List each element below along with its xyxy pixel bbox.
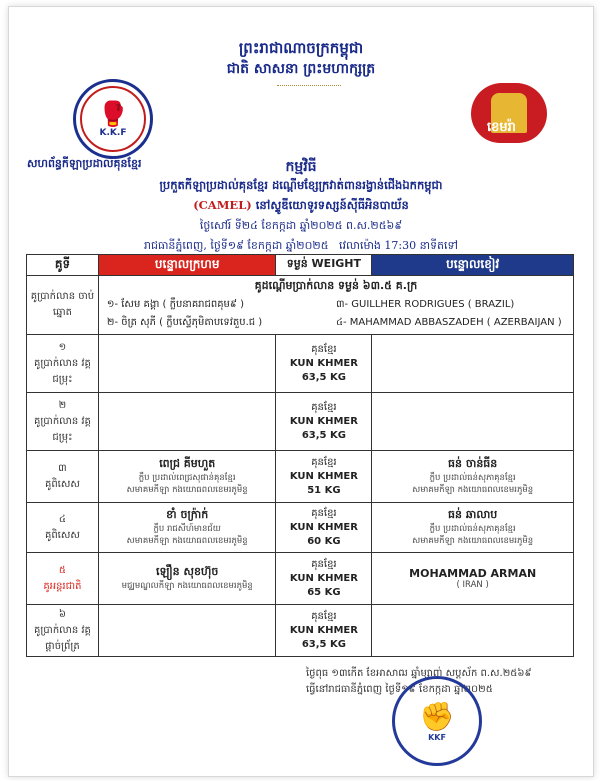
bout-label xyxy=(27,503,99,553)
kingdom-title: ព្រះរាជាណាចក្រកម្ពុជា xyxy=(238,39,364,57)
ornament-divider xyxy=(277,85,341,87)
weight-value: 63,5 KG xyxy=(301,371,346,383)
weight-class xyxy=(276,503,372,553)
weight-class xyxy=(276,553,372,605)
tournament-title: គូដណ្ដើមប្រាក់លាន ទម្ងន់ ៦៣.៥ គ.ក្រ xyxy=(254,279,418,292)
logo-ring xyxy=(80,86,146,152)
bout-type: គូពិសេស xyxy=(44,478,80,490)
weight-line-km: គុនខ្មែរ xyxy=(311,507,337,519)
fighter-name: ធន់ ឆាលាប xyxy=(448,507,498,521)
fighter-club: ក្លឹប ប្រដាល់ធន់សុភាគុនខ្មែរ xyxy=(429,523,516,534)
table-header-row xyxy=(27,255,574,276)
bout-label xyxy=(27,393,99,451)
header-blue-corner: បន្ទោលខៀវ xyxy=(372,255,574,276)
bout-type: គូប្រាក់លាន វគ្គផ្ដាច់ព្រ័ត្រ xyxy=(33,624,91,652)
bout-label xyxy=(27,553,99,605)
fighter-org: សមាគមកីឡា កងយោធពលខេមរភូមិន្ទ xyxy=(412,484,534,495)
issue-place-date: រាជធានីភ្នំពេញ, ថ្ងៃទី១៩ ខែកក្កដា ឆ្នាំ២០២៥ xyxy=(143,239,329,252)
fighter-name: MOHAMMAD ARMAN xyxy=(409,567,537,580)
weight-class xyxy=(276,451,372,503)
signing-place-date: ធ្វើនៅរាជធានីភ្នំពេញ ថ្ងៃទី១៩ ខែកក្កដា ឆ្នាំ២០២៥ xyxy=(306,684,493,695)
camel-label: (CAMEL) xyxy=(193,198,252,212)
bout-number: ៦ xyxy=(58,608,66,620)
bout-type: គូប្រាក់លាន វគ្គជម្រុះ xyxy=(33,357,91,385)
fighter-name: ឡឿន សុខហ៊ុច xyxy=(155,564,219,578)
fighter-club: ក្លឹប ប្រដាល់ធន់សុភាគុនខ្មែរ xyxy=(429,472,516,483)
weight-class xyxy=(276,335,372,393)
boxer-figure-icon: 🥊 xyxy=(98,100,128,128)
blue-fighter xyxy=(372,605,574,657)
red-fighter xyxy=(98,451,276,503)
fighter-org: សមាគមកីឡា កងយោធពលខេមរភូមិន្ទ xyxy=(412,535,534,546)
temple-logo-text: ខេមរ៉ា xyxy=(487,120,516,135)
fighter-org: សមាគមកីឡា កងយោធពលខេមរភូមិន្ទ xyxy=(126,484,248,495)
stamp-abbr: KKF xyxy=(428,733,446,742)
weight-line-style: KUN KHMER xyxy=(289,470,358,482)
bout-type: គូអន្តរជាតិ xyxy=(43,580,82,592)
weight-value: 65 KG xyxy=(307,586,341,598)
header-pair: គូទី xyxy=(27,255,99,276)
bout-number: ៣ xyxy=(58,462,67,474)
lunar-date: ថ្ងៃពុធ ១៣កើត ខែអាសាឍ ឆ្នាំម្សាញ់ សប្តស័ក ព.ស.២៥៦៩ xyxy=(306,668,532,679)
tournament-fighters xyxy=(99,295,573,334)
fighter-club: ក្លឹប រាជសីហ៍មានជ័យ xyxy=(153,523,221,534)
event-date: ថ្ងៃសៅរ៍ ទី២៤ ខែកក្កដា ឆ្នាំ២០២៥ ព.ស.២៥៦៩ xyxy=(199,219,403,232)
fighter-name: ខាំ ចក្រ៉ាក់ xyxy=(166,507,209,521)
tournament-fighter: ៣- GUILLHER RODRIGUES ( BRAZIL) xyxy=(335,299,515,310)
table-row xyxy=(27,553,574,605)
tournament-label: គូប្រាក់លាន ចាប់ឆ្នោត xyxy=(27,276,99,335)
weight-line-km: គុនខ្មែរ xyxy=(311,558,337,570)
red-fighter xyxy=(98,553,276,605)
weight-value: 63,5 KG xyxy=(301,638,346,650)
federation-stamp xyxy=(392,676,482,766)
blue-fighter xyxy=(372,393,574,451)
weight-line-style: KUN KHMER xyxy=(289,624,358,636)
header-weight: ទម្ងន់ WEIGHT xyxy=(276,255,372,276)
bout-label xyxy=(27,451,99,503)
bout-label xyxy=(27,605,99,657)
bout-number: ២ xyxy=(58,399,67,411)
tournament-cell xyxy=(98,276,573,335)
tournament-fighter: ១- សែម គង្គា ( ក្លឹបនាគរាជពគុម៩ ) xyxy=(106,299,245,310)
red-fighter xyxy=(98,393,276,451)
start-time: វេលាម៉ោង 17:30 នាទីតទៅ xyxy=(339,239,459,252)
table-row xyxy=(27,335,574,393)
fighter-club: មជ្ឈមណ្ឌលកីឡា កងយោធពលខេមរភូមិន្ទ xyxy=(121,580,253,591)
bout-number: ៥ xyxy=(58,564,66,576)
red-fighter xyxy=(98,503,276,553)
venue-text: នៅស្ទូឌីយោទូរទស្សន៍ស៊ីធីអិនបាយ័ន xyxy=(251,198,409,212)
nation-motto: ជាតិ សាសនា ព្រះមហាក្សត្រ xyxy=(226,61,376,77)
tournament-fighter: ៤- MAHAMMAD ABBASZADEH ( AZERBAIJAN ) xyxy=(335,317,562,328)
bout-type: គូពិសេស xyxy=(44,529,80,541)
program-subtitle-1: ប្រកួតកីឡាប្រដាល់គុនខ្មែរ ដណ្ដើមខ្សែក្រវាត់ពានរង្វាន់ជើងឯកកម្ពុជា xyxy=(159,178,443,192)
federation-name: សហព័ន្ធកីឡាប្រដាល់គុនខ្មែរ xyxy=(27,157,142,170)
weight-line-km: គុនខ្មែរ xyxy=(311,456,337,468)
weight-class xyxy=(276,393,372,451)
weight-line-style: KUN KHMER xyxy=(289,357,358,369)
kkf-logo xyxy=(73,79,153,159)
weight-line-km: គុនខ្មែរ xyxy=(311,343,337,355)
bout-number: ១ xyxy=(58,341,67,353)
program-subtitle-2 xyxy=(9,198,593,215)
weight-value: 51 KG xyxy=(307,484,341,496)
fighter-name: ធន់ ចាន់ធីន xyxy=(448,456,498,470)
red-fighter xyxy=(98,335,276,393)
table-row xyxy=(27,503,574,553)
blue-fighter xyxy=(372,335,574,393)
fighter-org: សមាគមកីឡា កងយោធពលខេមរភូមិន្ទ xyxy=(126,535,248,546)
tournament-row xyxy=(27,276,574,335)
weight-class xyxy=(276,605,372,657)
fighter-club: ( IRAN ) xyxy=(456,580,489,590)
header-red-corner: បន្ទោលក្រហម xyxy=(98,255,276,276)
weight-line-km: គុនខ្មែរ xyxy=(311,610,337,622)
bout-label xyxy=(27,335,99,393)
event-place-time xyxy=(9,239,593,255)
weight-value: 63,5 KG xyxy=(301,429,346,441)
blue-fighter xyxy=(372,451,574,503)
fight-card-table xyxy=(26,254,574,657)
boxer-stamp-icon: ✊ xyxy=(419,700,455,733)
weight-value: 60 KG xyxy=(307,535,341,547)
blue-fighter xyxy=(372,553,574,605)
program-title: កម្មវិធី xyxy=(285,159,317,175)
blue-fighter xyxy=(372,503,574,553)
fighter-name: ពេជ្រ គីមហួត xyxy=(159,456,216,470)
logo-abbr: K.K.F xyxy=(99,128,127,138)
weight-line-style: KUN KHMER xyxy=(289,521,358,533)
fighter-club: ក្លឹប ប្រដាល់ពេជ្រសុផាន់គុនខ្មែរ xyxy=(138,472,236,483)
tournament-fighter: ២- ចិត្រ សុភី ( ក្លឹបស្ទើភុមិតាប​ទេវតួប.ជ ) xyxy=(106,317,263,328)
weight-line-style: KUN KHMER xyxy=(289,415,358,427)
table-row xyxy=(27,605,574,657)
red-fighter xyxy=(98,605,276,657)
weight-line-style: KUN KHMER xyxy=(289,572,358,584)
table-row xyxy=(27,451,574,503)
bout-type: គូប្រាក់លាន វគ្គជម្រុះ xyxy=(33,415,91,443)
table-row xyxy=(27,393,574,451)
weight-line-km: គុនខ្មែរ xyxy=(311,401,337,413)
bout-number: ៤ xyxy=(58,513,66,525)
